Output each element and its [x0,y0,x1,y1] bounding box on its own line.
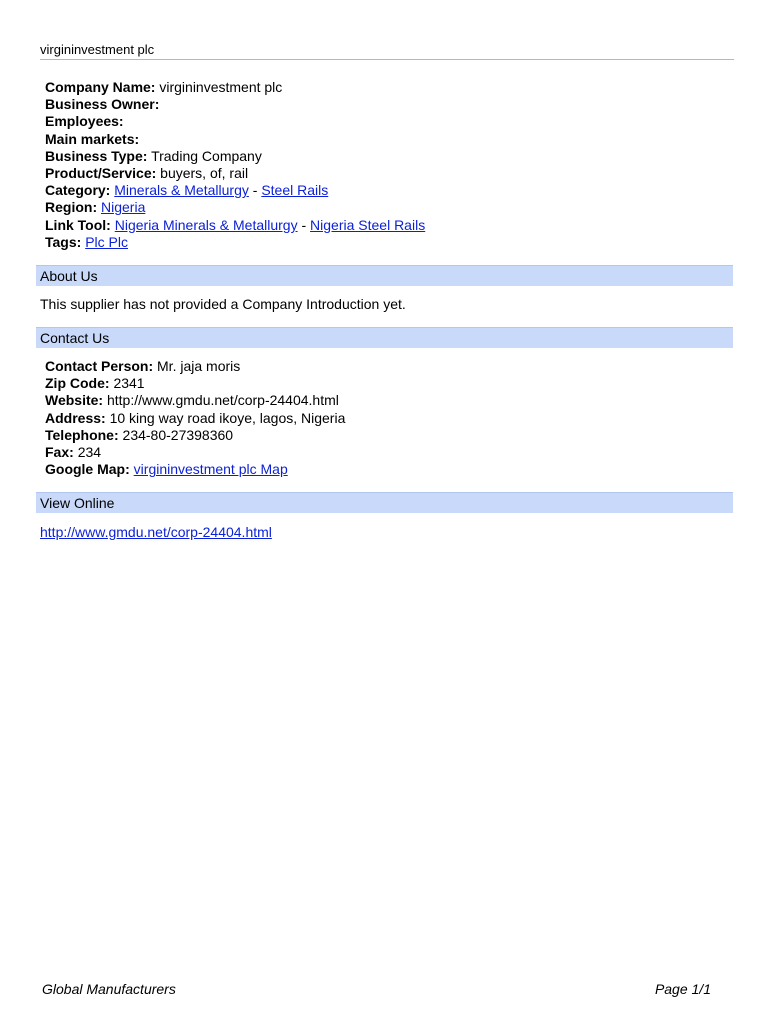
product-service-value: buyers, of, rail [160,165,249,182]
website-value: http://www.gmdu.net/corp-24404.html [106,392,339,409]
zip-code-row [45,375,725,392]
category-separator: - [252,182,258,199]
address-row [45,410,725,427]
main-markets-label: Main markets: [45,130,140,147]
company-name-row [45,79,725,96]
product-service-row [45,165,725,182]
company-name-value: virgininvestment plc [159,79,283,95]
google-map-row [45,461,725,478]
fax-label: Fax: [45,444,74,461]
footer-page-number: Page 1/1 [654,981,711,997]
view-online-heading: View Online [36,492,733,513]
link-tool-link-steel-rails[interactable]: Nigeria Steel Rails [310,216,426,233]
contact-us-heading: Contact Us [36,327,733,348]
google-map-link[interactable]: virgininvestment plc Map [133,461,288,478]
tags-row [45,234,725,251]
company-info [45,79,725,251]
address-label: Address: [45,409,106,426]
contact-person-value: Mr. jaja moris [157,358,241,374]
category-row [45,182,725,199]
fax-row [45,444,725,461]
zip-code-value: 2341 [113,375,145,392]
contact-person-row [45,358,725,375]
website-row [45,392,725,409]
view-online-link[interactable]: http://www.gmdu.net/corp-24404.html [40,524,272,540]
about-us-text: This supplier has not provided a Company Introduction yet. [40,296,406,312]
tags-label: Tags: [45,233,82,250]
category-label: Category: [45,182,111,199]
footer-site-name: Global Manufacturers [42,981,176,997]
website-label: Website: [45,392,104,409]
about-us-heading: About Us [36,265,733,286]
fax-value: 234 [77,444,102,461]
main-markets-row [45,131,725,148]
google-map-label: Google Map: [45,461,130,478]
link-tool-label: Link Tool: [45,216,111,233]
category-link-minerals[interactable]: Minerals & Metallurgy [114,182,249,199]
employees-label: Employees: [45,113,124,130]
company-name-label: Company Name: [45,79,156,95]
business-type-value: Trading Company [151,147,262,164]
region-link[interactable]: Nigeria [101,199,146,216]
contact-person-label: Contact Person: [45,358,154,374]
business-type-row [45,148,725,165]
business-type-label: Business Type: [45,147,148,164]
region-row [45,199,725,216]
link-tool-link-minerals[interactable]: Nigeria Minerals & Metallurgy [114,216,298,233]
tags-link[interactable]: Plc Plc [85,233,128,250]
telephone-value: 234-80-27398360 [122,426,234,443]
region-label: Region: [45,199,98,216]
category-link-steel-rails[interactable]: Steel Rails [261,182,329,199]
contact-info [45,358,725,478]
telephone-row [45,427,725,444]
address-value: 10 king way road ikoye, lagos, Nigeria [109,409,346,426]
employees-row [45,113,725,130]
business-owner-row [45,96,725,113]
link-tool-separator: - [301,216,307,233]
link-tool-row [45,217,725,234]
page-header-title: virgininvestment plc [40,42,734,60]
product-service-label: Product/Service: [45,165,157,182]
business-owner-label: Business Owner: [45,96,160,113]
telephone-label: Telephone: [45,426,119,443]
zip-code-label: Zip Code: [45,375,110,392]
